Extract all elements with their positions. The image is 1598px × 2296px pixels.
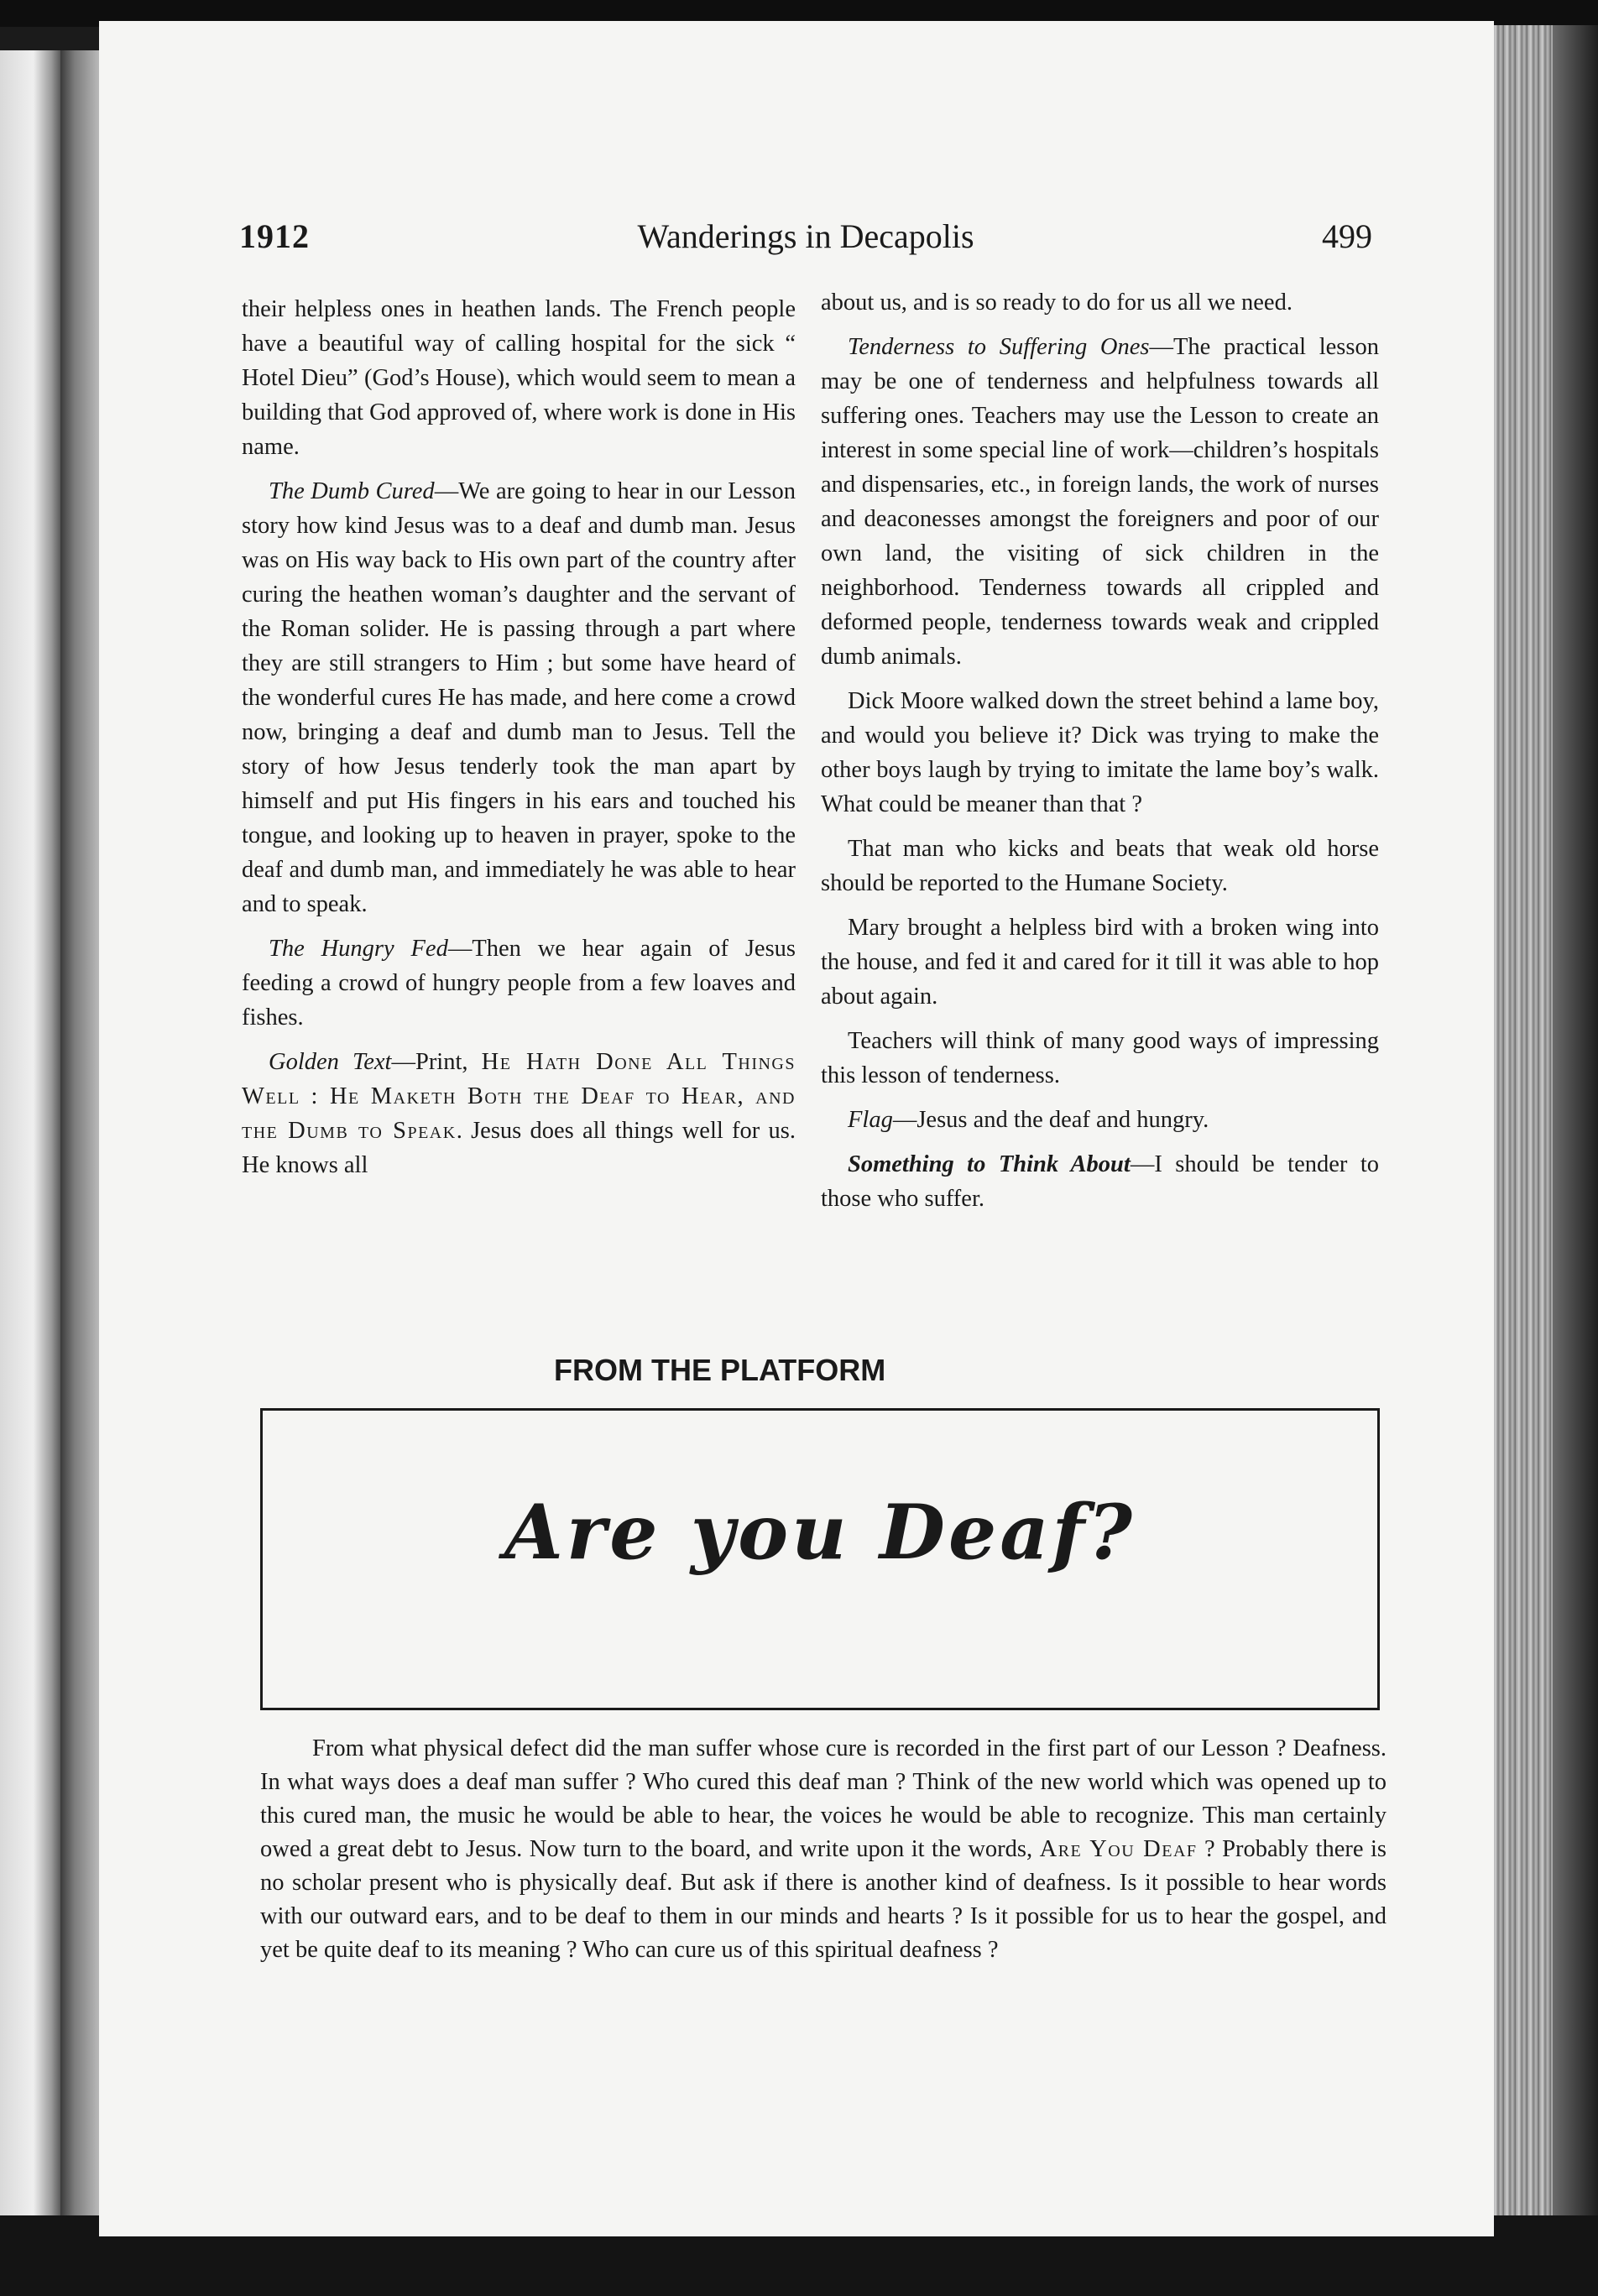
page-number: 499 (1322, 217, 1372, 255)
book-gutter (60, 50, 101, 2232)
right-column (821, 285, 1379, 1226)
golden-text: He Hath Done All Things Well : He Maketh Both the Deaf to Hear, and the Dumb to Speak (242, 1049, 796, 1144)
section-heading: The Hungry Fed (269, 936, 448, 962)
paragraph-text: —Then we hear again of Jesus feeding a crowd of hungry people from a few loaves and fishes. (242, 936, 796, 1031)
facing-page-edge (0, 50, 60, 2215)
left-column (242, 292, 796, 1192)
running-head-title: Wanderings in Decapolis (637, 217, 974, 255)
section-heading: Golden Text (269, 1049, 392, 1075)
paragraph-text: —Print, (391, 1049, 482, 1075)
section-heading: The Dumb Cured (269, 478, 435, 504)
paragraph (242, 474, 796, 921)
paragraph: about us, and is so ready to do for us all we need. (821, 290, 1292, 316)
paragraph (821, 1103, 1379, 1137)
paragraph-text: . Jesus does all things well for us. He knows all (242, 1118, 796, 1178)
paragraph (821, 1147, 1379, 1216)
running-head (239, 217, 1372, 264)
paragraph (242, 931, 796, 1035)
blackboard-text: Are you Deaf? (504, 1488, 1136, 1577)
paragraph: Dick Moore walked down the street behind a lame boy, and would you believe it? Dick was trying to make the other boys laugh by trying to imitate the lame boy’s walk. What could be meaner than that ? (821, 688, 1379, 817)
section-heading: Flag (848, 1107, 893, 1133)
board-words: Are You Deaf (1039, 1836, 1198, 1862)
paragraph (260, 1732, 1386, 1967)
paragraph-text: From what physical defect did the man suffer whose cure is recorded in the first part of our Lesson ? Deafness. In what ways does a deaf man suffer ? Who cured this deaf man ? Think of the new world which was opened up to this cured man, the music he would be able to hear, the voices he would be able to recognize. This man certainly owed a great debt to Jesus. Now turn to the board, and write upon it the words, (260, 1735, 1386, 1862)
platform-body (260, 1732, 1386, 1967)
section-heading: Something to Think About (848, 1151, 1131, 1177)
running-head-year: 1912 (239, 217, 310, 255)
paragraph-text: —Jesus and the deaf and hungry. (892, 1107, 1209, 1133)
paragraph: That man who kicks and beats that weak old horse should be reported to the Humane Society. (821, 836, 1379, 896)
section-heading: Tenderness to Suffering Ones (848, 334, 1150, 360)
book-cover-edge (1553, 25, 1598, 2215)
paragraph: their helpless ones in heathen lands. The French people have a beautiful way of calling hospital for the sick “ Hotel Dieu” (God’s House), which would seem to mean a building that God approved of, where work is done in His name. (242, 296, 796, 460)
blackboard-frame (260, 1408, 1380, 1710)
paragraph-text: —The practical lesson may be one of tenderness and helpfulness towards all suffering ones. Teachers may use the Lesson to create an interest in some special line of work—children’s hospitals and dispensaries, etc., in foreign lands, the work of nurses and deaconesses amongst the foreigners and poor of our own land, the visiting of sick children in the neighborhood. Tenderness towards all crippled and deformed people, tenderness towards weak and crippled dumb animals. (821, 334, 1379, 670)
paragraph-text: ? Probably there is no scholar present who is physically deaf. But ask if there is another kind of deafness. Is it possible to hear words with our outward ears, and to be deaf to them in our minds and hearts ? Is it possible for us to hear the gospel, and yet be quite deaf to its meaning ? Who can cure us of this spiritual deafness ? (260, 1836, 1386, 1963)
platform-heading: FROM THE PLATFORM (554, 1353, 886, 1387)
paragraph (242, 1045, 796, 1182)
paragraph (821, 330, 1379, 674)
paragraph: Mary brought a helpless bird with a broken wing into the house, and fed it and cared for it till it was able to hop about again. (821, 915, 1379, 1010)
paragraph-text: —We are going to hear in our Lesson story how kind Jesus was to a deaf and dumb man. Jesus was on His way back to His own part of the country after curing the heathen woman’s daughter and the servant of the Roman solider. He is passing through a part where they are still strangers to Him ; but some have heard of the wonderful cures He has made, and here come a crowd now, bringing a deaf and dumb man to Jesus. Tell the story of how Jesus tenderly took the man apart by himself and put His fingers in his ears and touched his tongue, and looking up to heaven in prayer, spoke to the deaf and dumb man, and immediately he was able to hear and to speak. (242, 478, 796, 917)
paragraph-text: —I should be tender to those who suffer. (821, 1151, 1379, 1212)
paragraph: Teachers will think of many good ways of impressing this lesson of tenderness. (821, 1028, 1379, 1088)
